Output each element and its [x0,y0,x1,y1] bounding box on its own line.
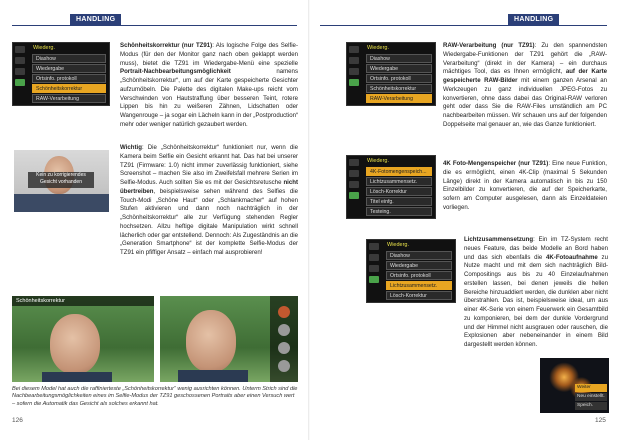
body-text-2 [120,144,298,258]
menu-item[interactable]: Wiedergabe [32,64,106,73]
header-rule [12,25,297,26]
camera-menu-screenshot [366,239,456,303]
video-icon [349,57,359,64]
firework-photo [540,358,609,413]
camera-icon [15,46,25,53]
photo-caption: Bei diesem Model hat auch die raffinierteste „Schönheitskorrektur“ wenig ausrichten können. Unterm Strich sind die Nachbearbeitungsmöglichkeiten eines im Selfie-Modus der TZ91 geschossenen Portraits aber einen Versuch wert – sofern die Automatik das Gesicht als solches erkannt hat. [12,386,298,407]
run-text: : Die „Schönheitskorrektur“ funktioniert nur, wenn die Kamera beim Selfie ein Gesicht erkannt hat. Das hat bei unserer TZ91 (Firmware: 1.0) nicht immer zuverlässig funktioniert, siehe Screenshot – machen Sie also im Zweifelsfall mehrere Serien im Selfie-Modus. Auch sollten Sie es mit der Gesichtsretusche [120,144,298,186]
menu-item[interactable]: Lichtzusammensetz. [366,177,432,186]
run-text: : Ein im TZ-System recht neues Feature, das beide Modelle an Bord haben und das sich ebenfalls die [464,236,608,261]
run-bold: Lichtzusammensetzung [464,236,534,243]
menu-title: Wiederg. [33,45,56,51]
run-text: : Zu den spannendsten Wiedergabe-Funktionen der TZ91 gehört die „RAW-Verarbeitung“ (direkt in der Kamera) – ein durchaus mächtiges Tool, das es Ihnen ermöglicht, [443,42,607,76]
smile-icon[interactable] [278,324,290,336]
video-icon [349,170,359,177]
menu-title: Wiederg. [387,242,410,248]
camera-menu-screenshot [12,42,110,106]
menu-icon-column [369,243,381,287]
play-icon [349,192,359,199]
run-bold: Schönheitskorrektur (nur TZ91) [120,42,213,49]
video-icon [369,254,379,261]
body-text-1 [120,42,298,130]
menu-item[interactable]: Ortsinfo. protokoll [366,74,432,83]
run-text: : Eine neue Funktion, die es ermöglicht, einen 4K-Clip (maximal 5 Sekunden Länge) direkt in der Kamera automatisch in bis zu 150 Einzelbilder zu konvertieren, die auf der Speicherkarte, sofern am Computer ausgelesen, dann als Einzeldateien vorliegen. [443,160,607,211]
menu-item-selected[interactable]: Lichtzusammensetz. [386,281,452,290]
left-page [0,0,309,440]
menu-item[interactable]: RAW-Verarbeitung [32,94,106,103]
camera-icon [349,159,359,166]
menu-item[interactable]: Wiedergabe [386,261,452,270]
body-text-2 [443,160,607,213]
play-icon [15,79,25,86]
touch-controls [270,296,298,382]
play-icon [349,79,359,86]
wrench-icon [15,68,25,75]
menu-item[interactable]: Lösch-Korrektur [386,291,452,300]
teeth-icon[interactable] [278,342,290,354]
wrench-icon [369,265,379,272]
shirt [178,370,248,382]
menu-item[interactable]: Wiedergabe [366,64,432,73]
camera-icon [369,243,379,250]
menu-item[interactable]: Diashow [386,251,452,260]
page-number: 125 [595,417,606,424]
wrench-icon [349,181,359,188]
menu-item[interactable]: Titel einfg. [366,197,432,206]
menu-item-selected[interactable]: RAW-Verarbeitung [366,94,432,103]
menu-item[interactable]: Ortsinfo. protokoll [386,271,452,280]
run-bold: Wichtig [120,144,142,151]
menu-title: Wiederg. [367,158,390,164]
right-page [310,0,619,440]
menu-icon-column [15,46,27,90]
run-text: , beispielsweise sehen während des Selfies die Touch-Modi „Schöne Haut“ oder „Schlankmacher“ auf hohen Stufen aktivieren und dann noch nachträglich in der „Schönheitskorrektur“ alle zur Verfügung stehenden Regler hochsetzen. Allzu heftige digitale Manipulation wirkt schnell lächerlich oder gar entstellend. Dennoch: Als Zugeständnis an die „Generation Smartphone“ ist der komplette Selfie-Modus der TZ91 ein pfiffiger Ansatz – einfach mal ausprobieren! [120,187,298,256]
skin-icon[interactable] [278,360,290,372]
run-text: zu Nutze macht und mit dem sich nachträglich Bild-Compositings aus bis zu 40 Einzelaufnahmen erstellen lassen, bei denen jeweils die hellen Bereiche hinzuaddiert werden, die dunklen aber nicht überstrahlen. Das ist, beispielsweise ideal, um aus einer 4K-Serie von einem Feuerwerk ein Gesamtbild zu komponieren, bei dem der dunkle Vordergrund und der Himmel nicht ausgrauen oder rauschen, die Explosionen aber nebeneinander in einem Bild dargestellt werden können. [464,253,608,348]
run-text: namens „Schönheitskorrektur“, um auf der Karte gespeicherte Gesichter aufzumöbeln. Die Palette des digitalen Make-ups reicht vom Verschwinden von Hautstraffung über besseren Teint, rotere Lippen bis hin zu weißeren Zähnen, Lidschatten oder Wangenrouge – ja sogar ein Lächeln kann in der „Postproduction“ mehr oder weniger natürlich gezaubert werden. [120,68,298,128]
run-bold: RAW-Verarbeitung (nur TZ91) [443,42,535,49]
body-text-1 [443,42,607,130]
menu-icon-column [349,46,361,90]
page-number: 126 [12,417,23,424]
wrench-icon [349,68,359,75]
section-header: HANDLING [508,14,559,25]
before-photo [12,296,154,382]
menu-item-selected[interactable]: 4K-Fotomengenspeich... [366,167,432,176]
camera-menu-screenshot [346,155,436,219]
face-photo [50,314,100,374]
menu-item[interactable]: Testeing. [366,207,432,216]
run-bold: 4K-Fotoaufnahme [546,253,598,261]
menu-item[interactable]: Schönheitskorrektur [366,84,432,93]
menu-item[interactable]: Speich. [575,402,607,410]
play-icon [369,276,379,283]
no-face-screenshot [14,150,109,212]
menu-item[interactable]: Diashow [32,54,106,63]
no-face-message: Kein zu korrigierendes Gesicht vorhanden [28,172,94,188]
face-photo [186,310,236,372]
shirt [42,372,112,382]
firework-menu [575,384,607,411]
photo-label: Schönheitskorrektur [12,296,154,306]
header-rule [320,25,607,26]
run-bold: Portrait-Nachbearbeitungsmöglichkeit [120,68,231,76]
menu-item[interactable]: Lösch-Korrektur [366,187,432,196]
menu-title: Wiederg. [367,45,390,51]
shirt [14,194,109,212]
menu-item[interactable]: Diashow [366,54,432,63]
menu-item-selected[interactable]: Weiter [575,384,607,392]
menu-item[interactable]: Neu einstellt. [575,393,607,401]
camera-icon [349,46,359,53]
body-text-3 [464,236,608,350]
menu-item-selected[interactable]: Schönheitskorrektur [32,84,106,93]
video-icon [15,57,25,64]
run-text: mit einem ganzen Arsenal an Werkzeugen zu ganz individuellen JPEG-Fotos zu konvertieren, ohne dass dabei das Original-RAW verloren geht oder dass Sie die RAW-Files umständlich am PC nachbearbeiten müssen. Wir schauen uns auf der folgenden Doppelseite mal genauer an, wie das Ganze funktioniert. [443,77,608,128]
run-bold: 4K Foto-Mengenspeicher (nur TZ91) [443,160,549,167]
section-header: HANDLING [70,14,121,25]
menu-icon-column [349,159,361,203]
run-bold: nicht übertreiben [120,179,298,195]
menu-item[interactable]: Ortsinfo. protokoll [32,74,106,83]
after-photo [160,296,298,382]
run-text: : Als logische Folge des Selfie-Modus (für den der Monitor ganz nach oben geklappt werden muss), bietet die TZ91 im Wiedergabe-Menü eine spezielle [120,42,298,67]
makeup-icon[interactable] [278,306,290,318]
run-bold: auf der Karte gespeicherte RAW-Bilder [443,68,607,84]
camera-menu-screenshot [346,42,436,106]
